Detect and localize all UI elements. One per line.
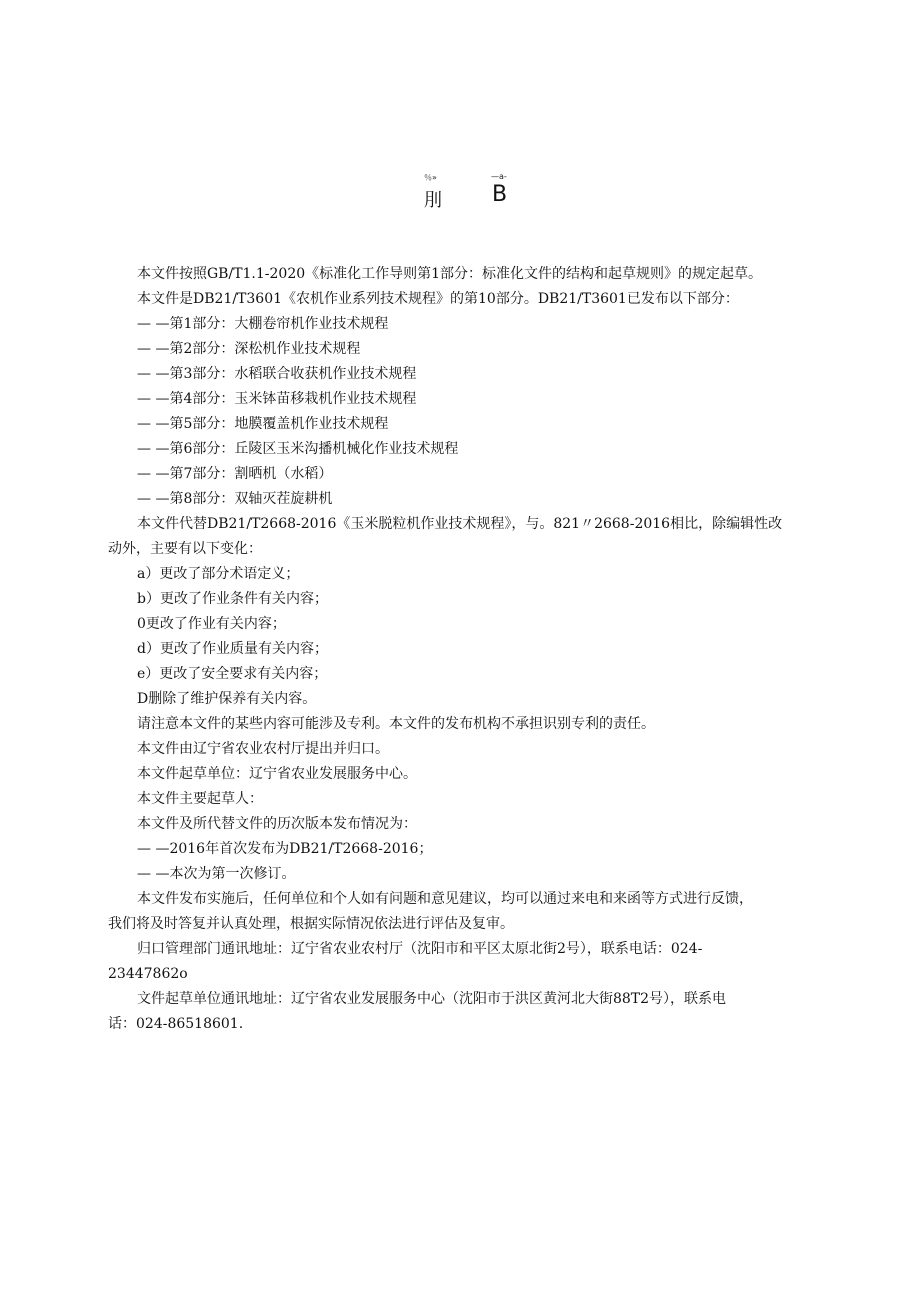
list-item-change: b）更改了作业条件有关内容； — [137, 591, 328, 607]
paragraph-proposed-by: 本文件由辽宁省农业农村厅提出并归口。 — [137, 741, 389, 757]
paragraph-drafter-address-line1: 文件起草单位通讯地址：辽宁省农业发展服务中心（沈阳市于洪区黄河北大街88T2号），联系电 — [137, 991, 727, 1007]
paragraph-drafters: 本文件主要起草人： — [137, 791, 263, 807]
paragraph-replaces-line2: 动外，主要有以下变化： — [108, 541, 262, 557]
list-item-part: — —第4部分：玉米钵苗移栽机作业技术规程 — [137, 391, 417, 407]
list-item-part: — —第3部分：水稻联合收获机作业技术规程 — [137, 366, 417, 382]
list-item-part: — —第5部分：地膜覆盖机作业技术规程 — [137, 416, 389, 432]
list-item-part: — —第6部分：丘陵区玉米沟播机械化作业技术规程 — [137, 441, 459, 457]
foreword-body — [108, 262, 828, 1037]
list-item-part: — —第1部分：大棚卷帘机作业技术规程 — [137, 316, 389, 332]
list-item-change: a）更改了部分术语定义； — [137, 566, 300, 582]
heading-small-left: ％» — [424, 173, 437, 182]
paragraph-patent-notice: 请注意本文件的某些内容可能涉及专利。本文件的发布机构不承担识别专利的责任。 — [137, 716, 655, 732]
paragraph-authority-address-line1: 归口管理部门通讯地址：辽宁省农业农村厅（沈阳市和平区太原北街2号），联系电话：024- — [137, 941, 703, 957]
heading-small-right: —a- — [491, 172, 507, 181]
list-item-change: d）更改了作业质量有关内容； — [137, 641, 328, 657]
paragraph-authority-address-line2: 23447862o — [108, 966, 188, 982]
paragraph-history-intro: 本文件及所代替文件的历次版本发布情况为： — [137, 816, 417, 832]
list-item-part: — —第7部分：割晒机（水稻） — [137, 466, 333, 482]
list-item-part: — —第8部分：双轴灭茬旋耕机 — [137, 491, 333, 507]
heading-big-right: B — [492, 182, 508, 207]
list-item-change: 0更改了作业有关内容； — [137, 616, 286, 632]
list-item-history: — —2016年首次发布为DB21/T2668-2016； — [137, 841, 433, 857]
foreword-heading — [0, 170, 920, 220]
list-item-history: — —本次为第一次修订。 — [137, 866, 296, 882]
paragraph-drafting-unit: 本文件起草单位：辽宁省农业发展服务中心。 — [137, 766, 417, 782]
list-item-part: — —第2部分：深松机作业技术规程 — [137, 341, 361, 357]
paragraph-feedback-line1: 本文件发布实施后，任何单位和个人如有问题和意见建议，均可以通过来电和来函等方式进行反馈， — [137, 891, 753, 907]
paragraph-series-part: 本文件是DB21/T3601《农机作业系列技术规程》的第10部分。DB21/T3601已发布以下部分： — [137, 291, 739, 307]
list-item-change: D删除了维护保养有关内容。 — [137, 691, 317, 707]
paragraph-replaces-line1: 本文件代替DB21/T2668-2016《玉米脱粒机作业技术规程》，与。821〃2668-2016相比，除编辑性改 — [137, 516, 783, 532]
paragraph-drafting-rules: 本文件按照GB/T1.1-2020《标准化工作导则第1部分：标准化文件的结构和起草规则》的规定起草。 — [137, 266, 763, 282]
heading-big-left: 刖 — [424, 190, 442, 211]
paragraph-feedback-line2: 我们将及时答复并认真处理，根据实际情况依法进行评估及复审。 — [108, 916, 514, 932]
paragraph-drafter-address-line2: 话：024-86518601. — [108, 1016, 244, 1032]
list-item-change: e）更改了安全要求有关内容； — [137, 666, 328, 682]
